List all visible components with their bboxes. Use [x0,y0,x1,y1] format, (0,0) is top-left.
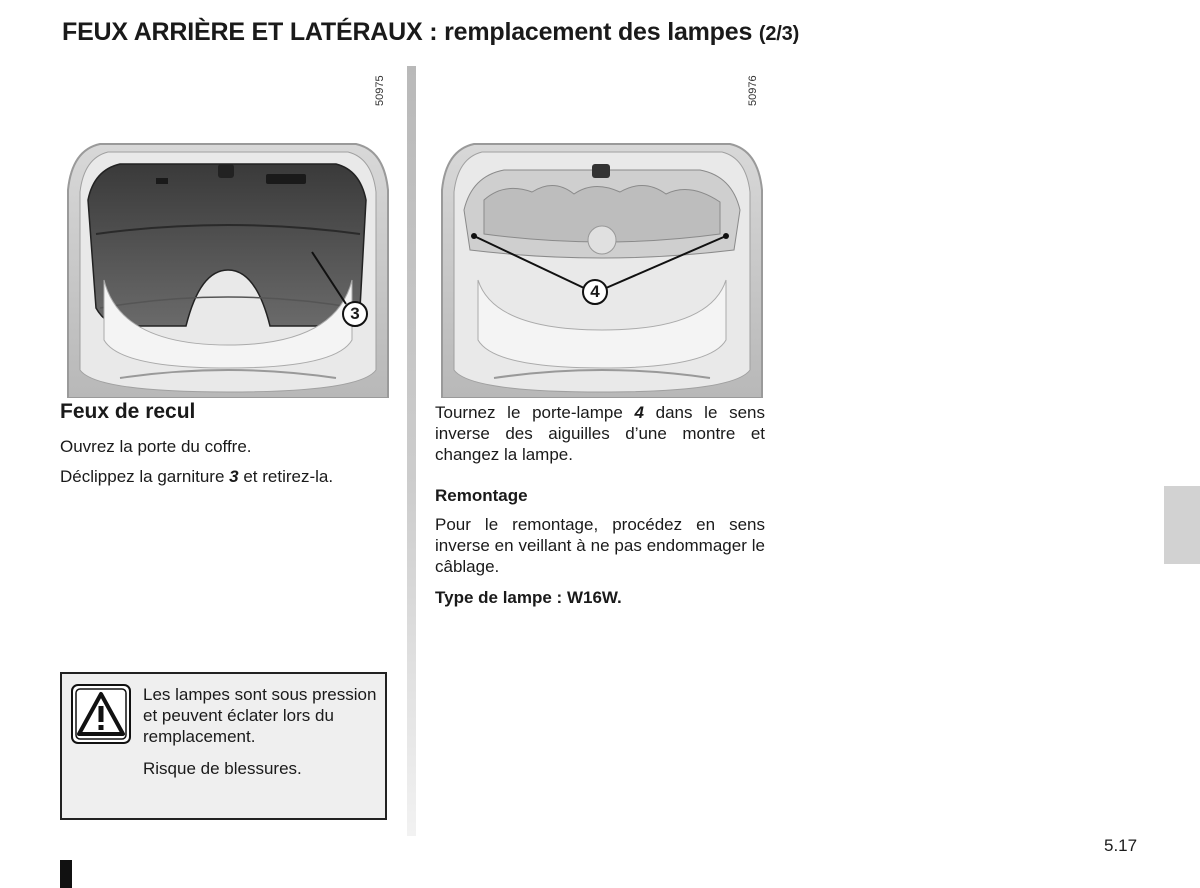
turn-lamp-holder-text-b: dans le sens inverse des aiguilles d’une montre et changez la lampe. [435,403,765,464]
corner-mark [60,860,72,888]
reassembly-heading: Remontage [435,486,528,505]
page-title-part: (2/3) [758,23,800,45]
turn-lamp-holder-ref: 4 [634,403,644,422]
open-trunk-step: Ouvrez la porte du coffre. [60,437,252,456]
warning-risk: Risque de blessures. [143,759,302,778]
unclip-trim-text-b: et retirez-la. [238,467,334,486]
callout-4 [582,279,608,305]
chapter-tab [1164,486,1200,564]
callout-3 [342,301,368,327]
callout-3-label: 3 [350,304,360,323]
unclip-trim-ref: 3 [229,467,239,486]
figure-code-left: 50975 [374,75,386,106]
page-title-text: FEUX ARRIÈRE ET LATÉRAUX : remplacement des lampes [62,18,753,46]
reassembly-text: Pour le remontage, procédez en sens inverse en veillant à ne pas endommager le câblage. [435,515,765,576]
warning-text: Les lampes sont sous pression et peuvent éclater lors du remplacement. [143,685,377,746]
turn-lamp-holder-step [435,402,765,465]
turn-lamp-holder-text-a: Tournez le porte-lampe [435,403,635,422]
warning-box [60,672,387,820]
section-heading: Feux de recul [60,400,196,423]
page-number: 5.17 [1104,836,1138,855]
figure-code-right: 50976 [747,75,759,106]
trunk-trim-illustration [60,130,395,398]
lamp-type: Type de lampe : W16W. [435,588,622,607]
lamp-holder-illustration [434,130,769,398]
unclip-trim-text-a: Déclippez la garniture [60,467,230,486]
warning-triangle-icon [71,684,131,744]
page-title [62,18,799,47]
callout-4-label: 4 [590,282,600,301]
column-divider [407,66,416,836]
unclip-trim-step [60,466,390,487]
